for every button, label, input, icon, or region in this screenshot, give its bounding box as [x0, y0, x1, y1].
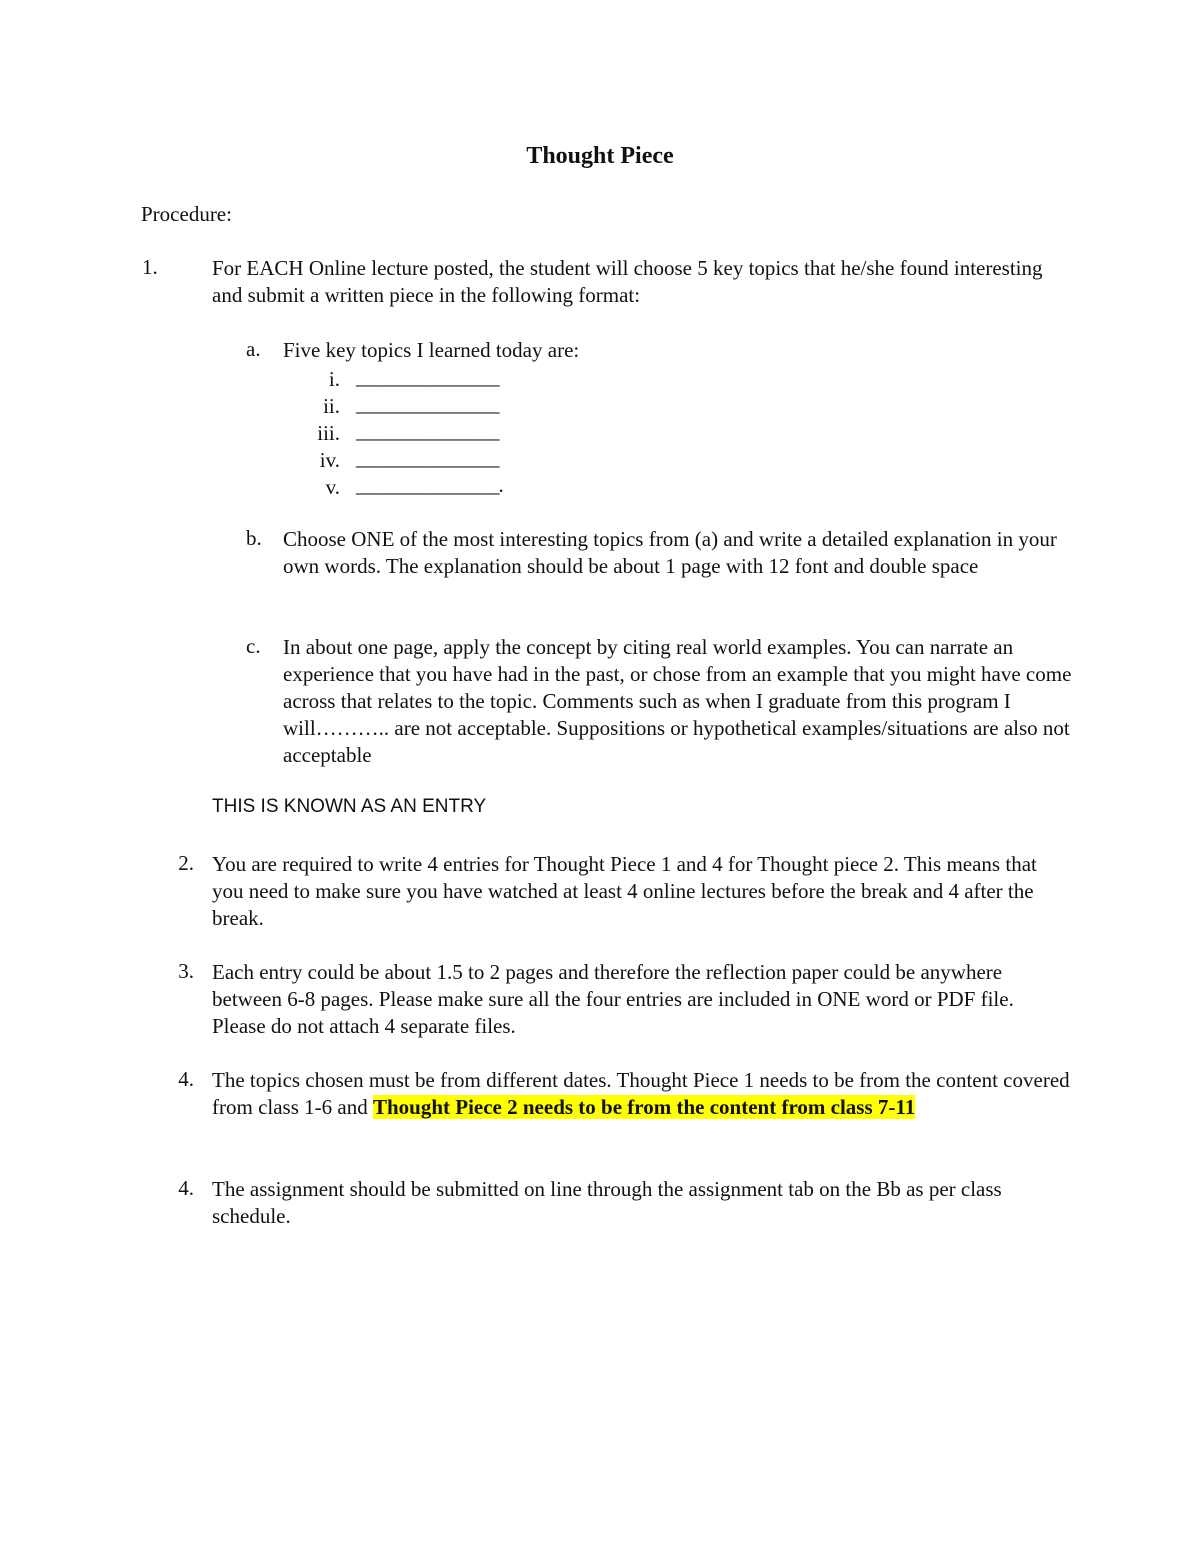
item-text: You are required to write 4 entries for Thought Piece 1 and 4 for Thought piece 2. This means that you need to make sure you have watched at least 4 online lectures before the break and 4 after the break. [212, 852, 1037, 930]
item-number: 4. [178, 1176, 194, 1200]
roman-numeral: iv. [319, 448, 340, 472]
subitem-letter: b. [246, 526, 262, 550]
roman-numeral: iii. [317, 421, 340, 445]
item-text: Each entry could be about 1.5 to 2 pages and therefore the reflection paper could be anywhere between 6-8 pages. Please make sure all the four entries are included in ONE word or PDF file. Please do not attach 4 separate files. [212, 960, 1014, 1038]
page-title: Thought Piece [526, 143, 674, 169]
subitem-letter: c. [246, 634, 261, 658]
blank-line: _______________ [356, 365, 499, 389]
blank-line: _______________ [356, 419, 499, 443]
blank-line: _______________ [356, 392, 499, 416]
subitem-letter: a. [246, 337, 261, 361]
item-number: 2. [178, 851, 194, 875]
roman-numeral: ii. [323, 394, 340, 418]
procedure-label: Procedure: [141, 202, 232, 226]
item-number: 3. [178, 959, 194, 983]
item-text: For EACH Online lecture posted, the student will choose 5 key topics that he/she found interesting and submit a written piece in the following format: [212, 256, 1043, 307]
roman-numeral: i. [328, 367, 340, 391]
roman-numeral: v. [325, 475, 340, 499]
item-text-with-highlight [212, 1067, 1072, 1121]
item-number: 1. [142, 255, 158, 279]
item-text: The topics chosen must be from different dates. Thought Piece 1 needs to be from the content covered from class 1-6 and [212, 1068, 1070, 1119]
subitem-text: Choose ONE of the most interesting topics from (a) and write a detailed explanation in your own words. The explanation should be about 1 page with 12 font and double space [283, 527, 1057, 578]
blank-line: _______________ [356, 446, 499, 470]
item-text: The assignment should be submitted on line through the assignment tab on the Bb as per class schedule. [212, 1177, 1002, 1228]
subitem-text: Five key topics I learned today are: [283, 338, 580, 362]
subitem-text: In about one page, apply the concept by citing real world examples. You can narrate an experience that you have had in the past, or chose from an example that you might have come across that relates to the topic. Comments such as when I graduate from this program I will……….. are not acceptable. Suppositions or hypothetical examples/situations are also not acceptable [283, 635, 1072, 767]
item-number: 4. [178, 1067, 194, 1091]
entry-label: THIS IS KNOWN AS AN ENTRY [212, 796, 487, 817]
highlighted-text: Thought Piece 2 needs to be from the content from class 7-11 [372, 1095, 916, 1119]
blank-line: _______________. [356, 473, 503, 497]
